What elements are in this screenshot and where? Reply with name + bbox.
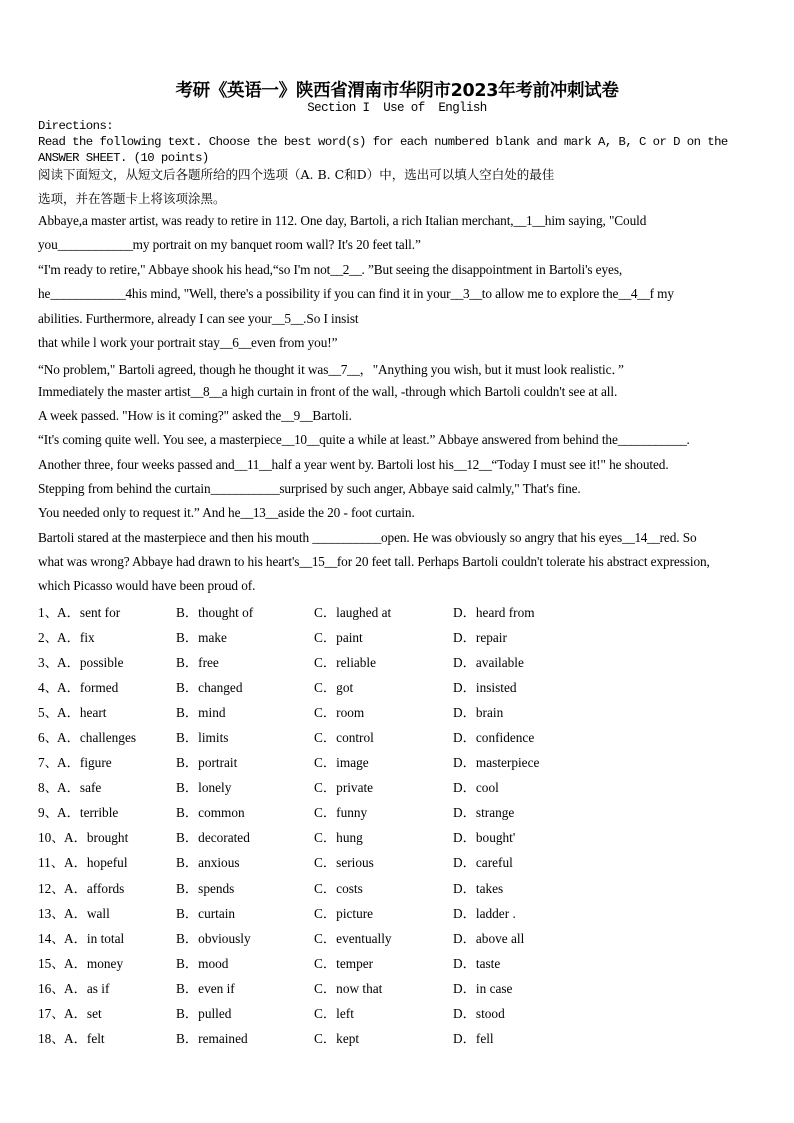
passage-text: Another three, four weeks passed and	[38, 457, 235, 472]
question-number: 14、	[38, 930, 65, 946]
option-a[interactable]: A．figure	[57, 755, 112, 771]
option-b[interactable]: B．thought of	[176, 605, 254, 620]
option-b[interactable]: B．obviously	[176, 930, 251, 946]
option-b[interactable]: B．lonely	[176, 780, 232, 796]
option-d[interactable]: D．fell	[453, 1030, 494, 1046]
option-a[interactable]: A．brought	[64, 830, 129, 846]
answer-blank: __15__	[299, 554, 337, 569]
option-c[interactable]: C．reliable	[314, 655, 377, 671]
directions-text-line-1: Read the following text. Choose the best word(s) for each numbered blank and mark A, B, C or D on the	[38, 135, 728, 149]
option-c[interactable]: C．paint	[314, 630, 363, 646]
option-a[interactable]: A．felt	[64, 1030, 105, 1046]
page-title: 考研《英语一》陕西省渭南市华阴市2023年考前冲刺试卷	[175, 81, 619, 101]
passage-text: what was wrong? Abbaye had drawn to his heart's	[38, 554, 300, 569]
option-d[interactable]: D．masterpiece	[453, 755, 540, 771]
option-b[interactable]: B．spends	[176, 880, 235, 896]
passage-line	[38, 384, 617, 400]
option-a[interactable]: A．heart	[57, 705, 107, 721]
option-c[interactable]: C．laughed at	[314, 605, 392, 620]
answer-blank: __3__	[450, 286, 482, 301]
option-d[interactable]: D．confidence	[453, 730, 535, 746]
passage-line	[38, 505, 415, 521]
question-number: 16、	[38, 980, 65, 996]
question-number: 18、	[38, 1030, 65, 1046]
passage-text: aside the 20 - foot curtain.	[277, 505, 415, 520]
answer-blank: __5__	[271, 311, 304, 326]
option-d[interactable]: D．stood	[453, 1005, 505, 1021]
passage-text: even from you!”	[251, 335, 338, 350]
option-c[interactable]: C．eventually	[314, 930, 392, 946]
option-d[interactable]: D．available	[453, 655, 524, 671]
option-a[interactable]: A．set	[64, 1005, 102, 1021]
option-a[interactable]: A．hopeful	[64, 855, 128, 871]
passage-text: . ”But seeing the disappointment in Bartoli's eyes,	[361, 262, 623, 277]
option-a[interactable]: A．possible	[57, 655, 124, 671]
option-c[interactable]: C．costs	[314, 880, 363, 896]
option-d[interactable]: D．taste	[453, 955, 501, 971]
answer-blank: __6__	[219, 335, 252, 350]
option-c[interactable]: C．private	[314, 780, 374, 796]
option-a[interactable]: A．challenges	[57, 730, 137, 746]
passage-text: him saying, "Could	[544, 213, 647, 228]
passage-line	[38, 457, 669, 473]
option-c[interactable]: C．left	[314, 1005, 354, 1021]
passage-line	[38, 432, 690, 448]
option-a[interactable]: A．safe	[57, 780, 102, 796]
passage-text: 4his mind, "Well, there's a possibility if you can find it in your	[125, 286, 451, 301]
option-d[interactable]: D．above all	[453, 930, 525, 946]
question-number: 6、	[38, 730, 58, 746]
passage-line	[38, 359, 624, 378]
option-d[interactable]: D．bought'	[453, 830, 516, 846]
passage-line	[38, 408, 352, 424]
option-b[interactable]: B．remained	[176, 1030, 248, 1046]
option-b[interactable]: B．limits	[176, 730, 229, 746]
option-b[interactable]: B．common	[176, 805, 245, 821]
answer-blank: __1__	[513, 213, 545, 228]
option-d[interactable]: D．repair	[453, 630, 507, 646]
passage-text: half a year went by. Bartoli lost his	[271, 457, 454, 472]
question-number: 13、	[38, 905, 65, 921]
option-b[interactable]: B．pulled	[176, 1005, 232, 1021]
passage-text: you	[38, 237, 58, 252]
option-a[interactable]: A．money	[64, 955, 124, 971]
passage-text: my portrait on my banquet room wall? It's 20 feet tall.”	[132, 237, 421, 252]
option-c[interactable]: C．room	[314, 705, 365, 721]
answer-blank: ____________	[57, 237, 133, 252]
question-number: 11、	[38, 855, 65, 871]
directions-label: Directions:	[38, 119, 114, 133]
passage-text: red. So	[659, 530, 697, 545]
option-d[interactable]: D．strange	[453, 805, 515, 821]
passage-line	[38, 578, 255, 594]
answer-blank: __9__	[281, 408, 313, 423]
option-c[interactable]: C．serious	[314, 855, 374, 871]
passage-line	[38, 554, 710, 570]
passage-text: A week passed. "How is it coming?" asked the	[38, 408, 282, 423]
option-b[interactable]: B．make	[176, 630, 227, 646]
option-b[interactable]: B．mood	[176, 955, 229, 971]
answer-blank: __11__	[234, 457, 272, 472]
passage-text: that while l work your portrait stay	[38, 335, 220, 350]
passage-text: abilities. Furthermore, already I can see your	[38, 311, 272, 326]
answer-blank: ___________	[312, 530, 381, 545]
answer-blank: __2__	[330, 262, 362, 277]
option-a[interactable]: A．as if	[64, 980, 110, 996]
passage-text: Bartoli stared at the masterpiece and then his mouth	[38, 530, 313, 545]
option-b[interactable]: B．even if	[176, 980, 235, 996]
passage-line	[38, 335, 337, 351]
question-number: 4、	[38, 680, 58, 696]
option-b[interactable]: B．free	[176, 655, 219, 671]
question-number: 12、	[38, 880, 65, 896]
question-number: 5、	[38, 705, 58, 721]
question-number: 1、	[38, 605, 58, 620]
passage-line	[38, 530, 697, 546]
option-b[interactable]: B．changed	[176, 680, 243, 696]
passage-text: Stepping from behind the curtain	[38, 481, 211, 496]
question-number: 17、	[38, 1005, 65, 1021]
option-b[interactable]: B．curtain	[176, 905, 236, 921]
passage-line	[38, 286, 674, 302]
passage-text: f my	[649, 286, 674, 301]
option-a[interactable]: A．affords	[64, 880, 125, 896]
passage-text: .	[686, 432, 690, 447]
passage-text: to allow me to explore the	[481, 286, 619, 301]
question-number: 15、	[38, 955, 65, 971]
passage-text: You needed only to request it.” And he	[38, 505, 241, 520]
passage-text: quite a while at least.” Abbaye answered from behind the	[319, 432, 618, 447]
question-number: 2、	[38, 630, 58, 646]
answer-blank: __8__	[190, 384, 222, 399]
directions-text-line-2: ANSWER SHEET. (10 points)	[38, 151, 209, 165]
passage-text: “I'm ready to retire," Abbaye shook his head,“so I'm not	[38, 262, 331, 277]
question-number: 7、	[38, 755, 58, 771]
answer-blank: __10__	[281, 432, 320, 447]
directions-chinese-line-2: 选项，并在答题卡上将该项涂黑。	[38, 191, 226, 206]
passage-text: ，"Anything you wish, but it must look realistic．”	[359, 362, 624, 377]
answer-blank: ____________	[50, 286, 126, 301]
option-d[interactable]: D．in case	[453, 980, 513, 996]
passage-text: “It's coming quite well. You see, a masterpiece	[38, 432, 282, 447]
passage-text: which Picasso would have been proud of.	[38, 578, 256, 593]
option-c[interactable]: C．kept	[314, 1030, 360, 1046]
passage-text: “No problem," Bartoli agreed, though he thought it was	[38, 362, 329, 377]
passage-line	[38, 262, 622, 278]
passage-text: Bartoli.	[312, 408, 352, 423]
answer-blank: __7__	[328, 362, 360, 377]
directions-chinese-line-1: 阅读下面短文，从短文后各题所给的四个选项（A. B. C和D）中，选出可以填人空白处的最佳	[38, 167, 555, 182]
option-a[interactable]: A．in total	[64, 930, 125, 946]
option-b[interactable]: B．decorated	[176, 830, 250, 846]
question-number: 9、	[38, 805, 58, 821]
passage-text: open. He was obviously so angry that his eyes	[380, 530, 623, 545]
option-a[interactable]: A．terrible	[57, 805, 119, 821]
answer-blank: ___________	[210, 481, 280, 496]
option-b[interactable]: B．portrait	[176, 755, 238, 771]
passage-text: a high curtain in front of the wall, -through which Bartoli couldn't see at all.	[221, 384, 618, 399]
option-c[interactable]: C．picture	[314, 905, 374, 921]
option-d[interactable]: D．careful	[453, 855, 513, 871]
option-b[interactable]: B．anxious	[176, 855, 240, 871]
option-d[interactable]: D．brain	[453, 705, 504, 721]
answer-blank: __12__	[453, 457, 492, 472]
answer-blank: ___________	[617, 432, 687, 447]
question-number: 3、	[38, 655, 58, 671]
passage-line	[38, 311, 359, 327]
section-subtitle: Section I Use of English	[307, 101, 487, 115]
passage-text: .So I insist	[303, 311, 359, 326]
passage-line	[38, 237, 421, 253]
option-d[interactable]: D．cool	[453, 780, 499, 796]
option-c[interactable]: C．funny	[314, 805, 368, 821]
option-c[interactable]: C．now that	[314, 980, 383, 996]
option-a[interactable]: A．formed	[57, 680, 119, 696]
answer-blank: __13__	[240, 505, 278, 520]
passage-text: he	[38, 286, 51, 301]
passage-text: surprised by such anger, Abbaye said calmly," That's fine.	[279, 481, 581, 496]
option-d[interactable]: D．takes	[453, 880, 504, 896]
option-c[interactable]: C．hung	[314, 830, 363, 846]
option-d[interactable]: D．insisted	[453, 680, 517, 696]
option-b[interactable]: B．mind	[176, 705, 226, 721]
passage-text: Abbaye,a master artist, was ready to retire in 112. One day, Bartoli, a rich Italian merchant,	[38, 213, 514, 228]
option-a[interactable]: A．fix	[57, 630, 95, 646]
answer-blank: __14__	[622, 530, 660, 545]
option-a[interactable]: A．wall	[64, 905, 110, 921]
option-d[interactable]: D．ladder .	[453, 905, 516, 921]
question-number: 8、	[38, 780, 58, 796]
passage-text: Immediately the master artist	[38, 384, 191, 399]
passage-text: for 20 feet tall. Perhaps Bartoli couldn't tolerate his abstract expression,	[336, 554, 710, 569]
option-c[interactable]: C．got	[314, 680, 354, 696]
option-c[interactable]: C．control	[314, 730, 374, 746]
passage-text: “Today I must see it!" he shouted.	[491, 457, 669, 472]
answer-blank: __4__	[618, 286, 650, 301]
option-c[interactable]: C．temper	[314, 955, 374, 971]
option-c[interactable]: C．image	[314, 755, 369, 771]
question-number: 10、	[38, 830, 65, 846]
option-a[interactable]: A．sent for	[57, 605, 121, 620]
passage-line	[38, 213, 646, 229]
passage-line	[38, 481, 581, 497]
option-d[interactable]: D．heard from	[453, 605, 535, 620]
